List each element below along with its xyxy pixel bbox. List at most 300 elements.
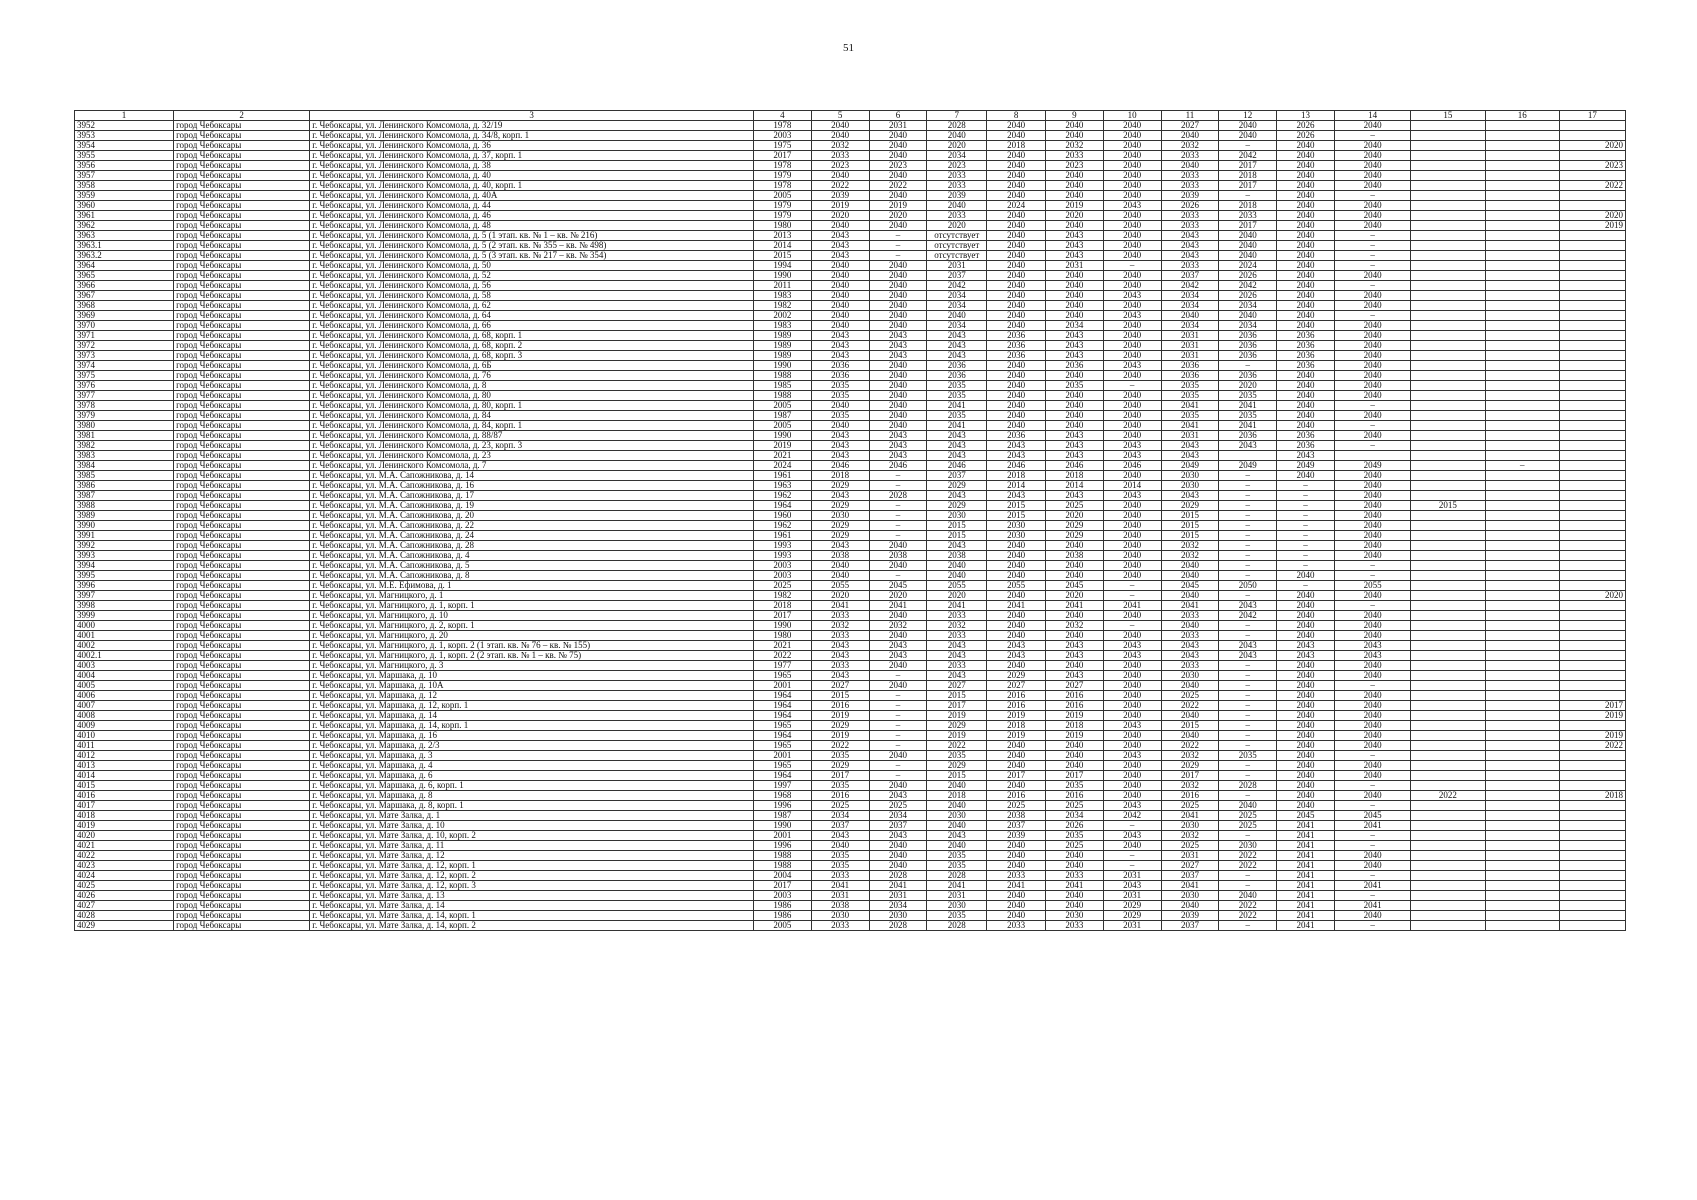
- cell-c15: 2015: [1411, 501, 1485, 511]
- cell-c17: [1559, 921, 1625, 931]
- cell-c15: [1411, 471, 1485, 481]
- cell-c10: 2041: [1103, 601, 1161, 611]
- cell-address: г. Чебоксары, ул. М.А. Сапожникова, д. 14: [310, 471, 754, 481]
- cell-c8: 2040: [987, 861, 1046, 871]
- cell-address: г. Чебоксары, ул. Ленинского Комсомола, д. 58: [310, 291, 754, 301]
- cell-c8: 2033: [987, 921, 1046, 931]
- cell-build-year: 2018: [753, 601, 811, 611]
- cell-c9: 2040: [1045, 221, 1103, 231]
- cell-c8: 2040: [987, 571, 1046, 581]
- cell-c14: –: [1334, 891, 1410, 901]
- cell-c17: [1559, 911, 1625, 921]
- cell-row-number: 3965: [75, 271, 174, 281]
- cell-build-year: 1963: [753, 481, 811, 491]
- cell-build-year: 1989: [753, 351, 811, 361]
- cell-c16: [1485, 721, 1559, 731]
- cell-c16: [1485, 201, 1559, 211]
- cell-c16: [1485, 291, 1559, 301]
- cell-row-number: 4016: [75, 791, 174, 801]
- cell-c8: 2040: [987, 161, 1046, 171]
- cell-build-year: 1980: [753, 631, 811, 641]
- table-row: [75, 241, 1626, 251]
- cell-c7: 2015: [927, 771, 987, 781]
- cell-build-year: 1983: [753, 321, 811, 331]
- cell-municipality: город Чебоксары: [174, 321, 310, 331]
- cell-row-number: 4021: [75, 841, 174, 851]
- cell-c12: –: [1219, 191, 1277, 201]
- cell-c11: 2040: [1161, 621, 1219, 631]
- cell-c10: 2040: [1103, 841, 1161, 851]
- cell-c9: 2016: [1045, 791, 1103, 801]
- cell-c16: [1485, 591, 1559, 601]
- cell-c9: 2019: [1045, 711, 1103, 721]
- cell-c15: [1411, 331, 1485, 341]
- cell-address: г. Чебоксары, ул. М.А. Сапожникова, д. 28: [310, 541, 754, 551]
- cell-c13: 2040: [1277, 141, 1335, 151]
- cell-address: г. Чебоксары, ул. Ленинского Комсомола, д. 32/19: [310, 121, 754, 131]
- cell-c11: 2034: [1161, 301, 1219, 311]
- cell-c15: [1411, 631, 1485, 641]
- cell-address: г. Чебоксары, ул. Маршака, д. 10: [310, 671, 754, 681]
- cell-address: г. Чебоксары, ул. Магницкого, д. 20: [310, 631, 754, 641]
- cell-c8: 2040: [987, 251, 1046, 261]
- cell-c7: 2028: [927, 871, 987, 881]
- cell-c14: 2040: [1334, 411, 1410, 421]
- cell-c10: 2040: [1103, 391, 1161, 401]
- cell-c11: 2015: [1161, 511, 1219, 521]
- cell-c5: 2040: [811, 131, 869, 141]
- cell-c7: 2040: [927, 311, 987, 321]
- cell-c8: 2040: [987, 561, 1046, 571]
- cell-c8: 2040: [987, 551, 1046, 561]
- cell-c9: 2040: [1045, 571, 1103, 581]
- cell-c6: 2028: [869, 491, 927, 501]
- cell-row-number: 4027: [75, 901, 174, 911]
- cell-c6: 2040: [869, 611, 927, 621]
- cell-c8: 2017: [987, 771, 1046, 781]
- cell-c8: 2041: [987, 881, 1046, 891]
- cell-c17: [1559, 661, 1625, 671]
- cell-build-year: 2003: [753, 571, 811, 581]
- cell-c11: 2015: [1161, 521, 1219, 531]
- cell-c13: 2040: [1277, 201, 1335, 211]
- cell-municipality: город Чебоксары: [174, 841, 310, 851]
- cell-c11: 2033: [1161, 181, 1219, 191]
- cell-c12: –: [1219, 551, 1277, 561]
- cell-build-year: 2003: [753, 891, 811, 901]
- cell-c9: 2026: [1045, 821, 1103, 831]
- table-row: [75, 211, 1626, 221]
- cell-address: г. Чебоксары, ул. Ленинского Комсомола, д. 48: [310, 221, 754, 231]
- cell-c8: 2040: [987, 621, 1046, 631]
- cell-address: г. Чебоксары, ул. Маршака, д. 12, корп. 1: [310, 701, 754, 711]
- cell-c10: 2040: [1103, 171, 1161, 181]
- cell-c16: [1485, 381, 1559, 391]
- cell-c10: 2043: [1103, 801, 1161, 811]
- cell-build-year: 2021: [753, 641, 811, 651]
- cell-c6: 2034: [869, 811, 927, 821]
- cell-municipality: город Чебоксары: [174, 471, 310, 481]
- cell-c16: [1485, 901, 1559, 911]
- cell-address: г. Чебоксары, ул. Маршака, д. 12: [310, 691, 754, 701]
- cell-c11: 2035: [1161, 391, 1219, 401]
- cell-c13: 2043: [1277, 451, 1335, 461]
- cell-c13: 2040: [1277, 281, 1335, 291]
- table-row: [75, 341, 1626, 351]
- cell-c11: 2016: [1161, 791, 1219, 801]
- cell-address: г. Чебоксары, ул. М.А. Сапожникова, д. 20: [310, 511, 754, 521]
- cell-c7: 2043: [927, 331, 987, 341]
- cell-c10: 2040: [1103, 711, 1161, 721]
- cell-c10: 2046: [1103, 461, 1161, 471]
- cell-build-year: 1968: [753, 791, 811, 801]
- cell-row-number: 3985: [75, 471, 174, 481]
- cell-c6: 2043: [869, 351, 927, 361]
- column-header-7: 7: [927, 111, 987, 121]
- cell-c10: 2040: [1103, 731, 1161, 741]
- cell-municipality: город Чебоксары: [174, 811, 310, 821]
- cell-c10: 2040: [1103, 781, 1161, 791]
- cell-address: г. Чебоксары, ул. Ленинского Комсомола, д. 76: [310, 371, 754, 381]
- cell-c6: –: [869, 571, 927, 581]
- cell-c6: –: [869, 761, 927, 771]
- cell-address: г. Чебоксары, ул. Магницкого, д. 1, корп. 2 (2 этап. кв. № 1 – кв. № 75): [310, 651, 754, 661]
- cell-c8: 2040: [987, 411, 1046, 421]
- cell-municipality: город Чебоксары: [174, 251, 310, 261]
- table-row: [75, 871, 1626, 881]
- cell-municipality: город Чебоксары: [174, 821, 310, 831]
- cell-c16: [1485, 261, 1559, 271]
- cell-c17: [1559, 391, 1625, 401]
- cell-c13: –: [1277, 531, 1335, 541]
- cell-c8: 2016: [987, 701, 1046, 711]
- cell-c17: [1559, 831, 1625, 841]
- table-row: [75, 631, 1626, 641]
- cell-address: г. Чебоксары, ул. М.А. Сапожникова, д. 16: [310, 481, 754, 491]
- cell-c13: 2036: [1277, 361, 1335, 371]
- cell-c12: 2036: [1219, 351, 1277, 361]
- table-row: [75, 161, 1626, 171]
- cell-c8: 2043: [987, 651, 1046, 661]
- table-row: [75, 481, 1626, 491]
- cell-row-number: 3980: [75, 421, 174, 431]
- cell-c10: 2040: [1103, 281, 1161, 291]
- cell-c16: [1485, 641, 1559, 651]
- cell-c15: [1411, 241, 1485, 251]
- column-header-2: 2: [174, 111, 310, 121]
- cell-address: г. Чебоксары, ул. Мате Залка, д. 12, корп. 2: [310, 871, 754, 881]
- cell-c14: 2040: [1334, 171, 1410, 181]
- cell-c9: 2020: [1045, 211, 1103, 221]
- cell-c11: 2049: [1161, 461, 1219, 471]
- cell-c15: [1411, 901, 1485, 911]
- cell-c13: –: [1277, 481, 1335, 491]
- cell-c9: 2043: [1045, 431, 1103, 441]
- cell-municipality: город Чебоксары: [174, 401, 310, 411]
- cell-row-number: 4026: [75, 891, 174, 901]
- cell-build-year: 1978: [753, 121, 811, 131]
- cell-c9: 2034: [1045, 321, 1103, 331]
- cell-c7: 2022: [927, 741, 987, 751]
- cell-c15: [1411, 301, 1485, 311]
- cell-c9: 2040: [1045, 291, 1103, 301]
- cell-c13: 2041: [1277, 881, 1335, 891]
- cell-c6: 2043: [869, 651, 927, 661]
- cell-c13: 2043: [1277, 641, 1335, 651]
- cell-c11: 2031: [1161, 341, 1219, 351]
- cell-c5: 2035: [811, 861, 869, 871]
- cell-c12: 2024: [1219, 261, 1277, 271]
- cell-c7: 2043: [927, 351, 987, 361]
- cell-c14: –: [1334, 191, 1410, 201]
- cell-c13: 2040: [1277, 271, 1335, 281]
- cell-row-number: 3998: [75, 601, 174, 611]
- cell-c15: [1411, 151, 1485, 161]
- cell-address: г. Чебоксары, ул. Мате Залка, д. 13: [310, 891, 754, 901]
- cell-row-number: 3995: [75, 571, 174, 581]
- cell-c12: 2043: [1219, 651, 1277, 661]
- cell-c6: 2020: [869, 591, 927, 601]
- cell-c10: –: [1103, 261, 1161, 271]
- cell-c8: 2040: [987, 211, 1046, 221]
- cell-c17: 2022: [1559, 741, 1625, 751]
- cell-c11: 2041: [1161, 601, 1219, 611]
- cell-c10: 2040: [1103, 141, 1161, 151]
- cell-municipality: город Чебоксары: [174, 921, 310, 931]
- column-header-9: 9: [1045, 111, 1103, 121]
- cell-c5: 2022: [811, 181, 869, 191]
- cell-c13: 2040: [1277, 771, 1335, 781]
- cell-c14: –: [1334, 261, 1410, 271]
- cell-c5: 2043: [811, 231, 869, 241]
- cell-c9: 2040: [1045, 171, 1103, 181]
- cell-c6: 2040: [869, 561, 927, 571]
- cell-c13: 2040: [1277, 221, 1335, 231]
- cell-c11: 2040: [1161, 681, 1219, 691]
- cell-c7: 2040: [927, 821, 987, 831]
- cell-c14: 2055: [1334, 581, 1410, 591]
- cell-c10: 2040: [1103, 551, 1161, 561]
- cell-c17: [1559, 481, 1625, 491]
- cell-c16: [1485, 371, 1559, 381]
- cell-c14: 2040: [1334, 481, 1410, 491]
- cell-c14: –: [1334, 831, 1410, 841]
- cell-c17: [1559, 721, 1625, 731]
- cell-c6: 2043: [869, 341, 927, 351]
- cell-c10: 2040: [1103, 741, 1161, 751]
- column-header-13: 13: [1277, 111, 1335, 121]
- cell-c6: –: [869, 711, 927, 721]
- cell-row-number: 4013: [75, 761, 174, 771]
- cell-c17: [1559, 631, 1625, 641]
- table-row: [75, 701, 1626, 711]
- cell-c17: 2018: [1559, 791, 1625, 801]
- cell-row-number: 3960: [75, 201, 174, 211]
- cell-c15: [1411, 261, 1485, 271]
- cell-c8: 2040: [987, 171, 1046, 181]
- cell-c11: 2032: [1161, 551, 1219, 561]
- cell-c6: –: [869, 741, 927, 751]
- cell-c17: [1559, 351, 1625, 361]
- cell-c10: 2040: [1103, 211, 1161, 221]
- cell-c9: 2043: [1045, 351, 1103, 361]
- cell-build-year: 1994: [753, 261, 811, 271]
- cell-c10: 2029: [1103, 901, 1161, 911]
- table-row: [75, 171, 1626, 181]
- cell-c15: [1411, 421, 1485, 431]
- cell-c5: 2035: [811, 411, 869, 421]
- cell-c11: 2043: [1161, 241, 1219, 251]
- cell-c14: 2040: [1334, 301, 1410, 311]
- cell-build-year: 1965: [753, 721, 811, 731]
- cell-c9: 2025: [1045, 501, 1103, 511]
- table-row: [75, 791, 1626, 801]
- cell-row-number: 3976: [75, 381, 174, 391]
- cell-c14: 2040: [1334, 551, 1410, 561]
- cell-c16: [1485, 541, 1559, 551]
- cell-c9: 2029: [1045, 531, 1103, 541]
- cell-c14: 2040: [1334, 471, 1410, 481]
- table-row: [75, 881, 1626, 891]
- cell-c6: 2028: [869, 921, 927, 931]
- cell-c9: 2035: [1045, 781, 1103, 791]
- cell-c14: –: [1334, 251, 1410, 261]
- cell-build-year: 1962: [753, 521, 811, 531]
- cell-c9: 2041: [1045, 601, 1103, 611]
- cell-c7: 2020: [927, 221, 987, 231]
- cell-address: г. Чебоксары, ул. Маршака, д. 3: [310, 751, 754, 761]
- cell-c8: 2040: [987, 191, 1046, 201]
- cell-c6: –: [869, 691, 927, 701]
- cell-c17: 2017: [1559, 701, 1625, 711]
- cell-address: г. Чебоксары, ул. М.А. Сапожникова, д. 17: [310, 491, 754, 501]
- cell-c17: [1559, 601, 1625, 611]
- cell-address: г. Чебоксары, ул. Ленинского Комсомола, д. 34/8, корп. 1: [310, 131, 754, 141]
- cell-c13: 2041: [1277, 891, 1335, 901]
- cell-c8: 2040: [987, 121, 1046, 131]
- cell-c10: 2040: [1103, 561, 1161, 571]
- cell-address: г. Чебоксары, ул. Ленинского Комсомола, д. 44: [310, 201, 754, 211]
- cell-c9: 2040: [1045, 131, 1103, 141]
- cell-c15: [1411, 841, 1485, 851]
- cell-c7: 2018: [927, 791, 987, 801]
- cell-c12: 2017: [1219, 161, 1277, 171]
- table-row: [75, 281, 1626, 291]
- cell-c8: 2036: [987, 341, 1046, 351]
- cell-c16: [1485, 271, 1559, 281]
- cell-c17: [1559, 681, 1625, 691]
- cell-c9: 2040: [1045, 751, 1103, 761]
- table-header-row: [75, 111, 1626, 121]
- cell-c5: 2040: [811, 301, 869, 311]
- cell-c9: 2033: [1045, 921, 1103, 931]
- cell-address: г. Чебоксары, ул. Маршака, д. 6, корп. 1: [310, 781, 754, 791]
- cell-c10: 2040: [1103, 221, 1161, 231]
- cell-c17: [1559, 541, 1625, 551]
- cell-address: г. Чебоксары, ул. Ленинского Комсомола, д. 5 (1 этап. кв. № 1 – кв. № 216): [310, 231, 754, 241]
- cell-c17: [1559, 581, 1625, 591]
- cell-c15: [1411, 861, 1485, 871]
- cell-build-year: 2013: [753, 231, 811, 241]
- cell-c11: 2025: [1161, 841, 1219, 851]
- cell-c5: 2040: [811, 271, 869, 281]
- cell-build-year: 1980: [753, 221, 811, 231]
- cell-municipality: город Чебоксары: [174, 801, 310, 811]
- cell-c5: 2016: [811, 701, 869, 711]
- cell-c16: –: [1485, 461, 1559, 471]
- cell-c15: [1411, 921, 1485, 931]
- cell-c13: 2040: [1277, 411, 1335, 421]
- cell-c10: 2031: [1103, 871, 1161, 881]
- cell-c11: 2027: [1161, 861, 1219, 871]
- cell-c7: 2035: [927, 391, 987, 401]
- cell-c16: [1485, 331, 1559, 341]
- cell-row-number: 3967: [75, 291, 174, 301]
- cell-c16: [1485, 651, 1559, 661]
- cell-c8: 2030: [987, 521, 1046, 531]
- cell-build-year: 1975: [753, 141, 811, 151]
- cell-c9: 2040: [1045, 421, 1103, 431]
- table-row: [75, 821, 1626, 831]
- cell-build-year: 1978: [753, 161, 811, 171]
- cell-c13: 2036: [1277, 331, 1335, 341]
- cell-c12: 2017: [1219, 181, 1277, 191]
- table-row: [75, 261, 1626, 271]
- cell-c13: 2036: [1277, 431, 1335, 441]
- cell-c12: 2022: [1219, 911, 1277, 921]
- cell-municipality: город Чебоксары: [174, 641, 310, 651]
- cell-c5: 2043: [811, 251, 869, 261]
- cell-c15: [1411, 491, 1485, 501]
- cell-c14: 2040: [1334, 721, 1410, 731]
- cell-build-year: 1962: [753, 491, 811, 501]
- cell-c16: [1485, 491, 1559, 501]
- cell-c12: 2028: [1219, 781, 1277, 791]
- cell-municipality: город Чебоксары: [174, 201, 310, 211]
- cell-c6: 2046: [869, 461, 927, 471]
- cell-c15: [1411, 661, 1485, 671]
- cell-c11: 2040: [1161, 571, 1219, 581]
- cell-build-year: 2001: [753, 681, 811, 691]
- cell-c17: [1559, 761, 1625, 771]
- cell-c6: 2040: [869, 681, 927, 691]
- cell-c16: [1485, 911, 1559, 921]
- cell-c11: 2039: [1161, 191, 1219, 201]
- cell-c17: [1559, 641, 1625, 651]
- table-row: [75, 601, 1626, 611]
- cell-c12: –: [1219, 771, 1277, 781]
- cell-c6: 2040: [869, 291, 927, 301]
- cell-c10: 2042: [1103, 811, 1161, 821]
- cell-address: г. Чебоксары, ул. Ленинского Комсомола, д. 5 (2 этап. кв. № 355 – кв. № 498): [310, 241, 754, 251]
- cell-c15: [1411, 651, 1485, 661]
- cell-c16: [1485, 181, 1559, 191]
- cell-c5: 2043: [811, 341, 869, 351]
- cell-c11: 2034: [1161, 291, 1219, 301]
- cell-c13: 2041: [1277, 861, 1335, 871]
- cell-c5: 2043: [811, 331, 869, 341]
- cell-c8: 2016: [987, 691, 1046, 701]
- cell-c7: 2020: [927, 591, 987, 601]
- cell-c9: 2043: [1045, 651, 1103, 661]
- cell-c12: –: [1219, 731, 1277, 741]
- cell-c14: 2040: [1334, 701, 1410, 711]
- cell-c17: 2020: [1559, 211, 1625, 221]
- cell-c5: 2032: [811, 141, 869, 151]
- cell-c16: [1485, 611, 1559, 621]
- cell-c12: –: [1219, 671, 1277, 681]
- cell-c8: 2040: [987, 151, 1046, 161]
